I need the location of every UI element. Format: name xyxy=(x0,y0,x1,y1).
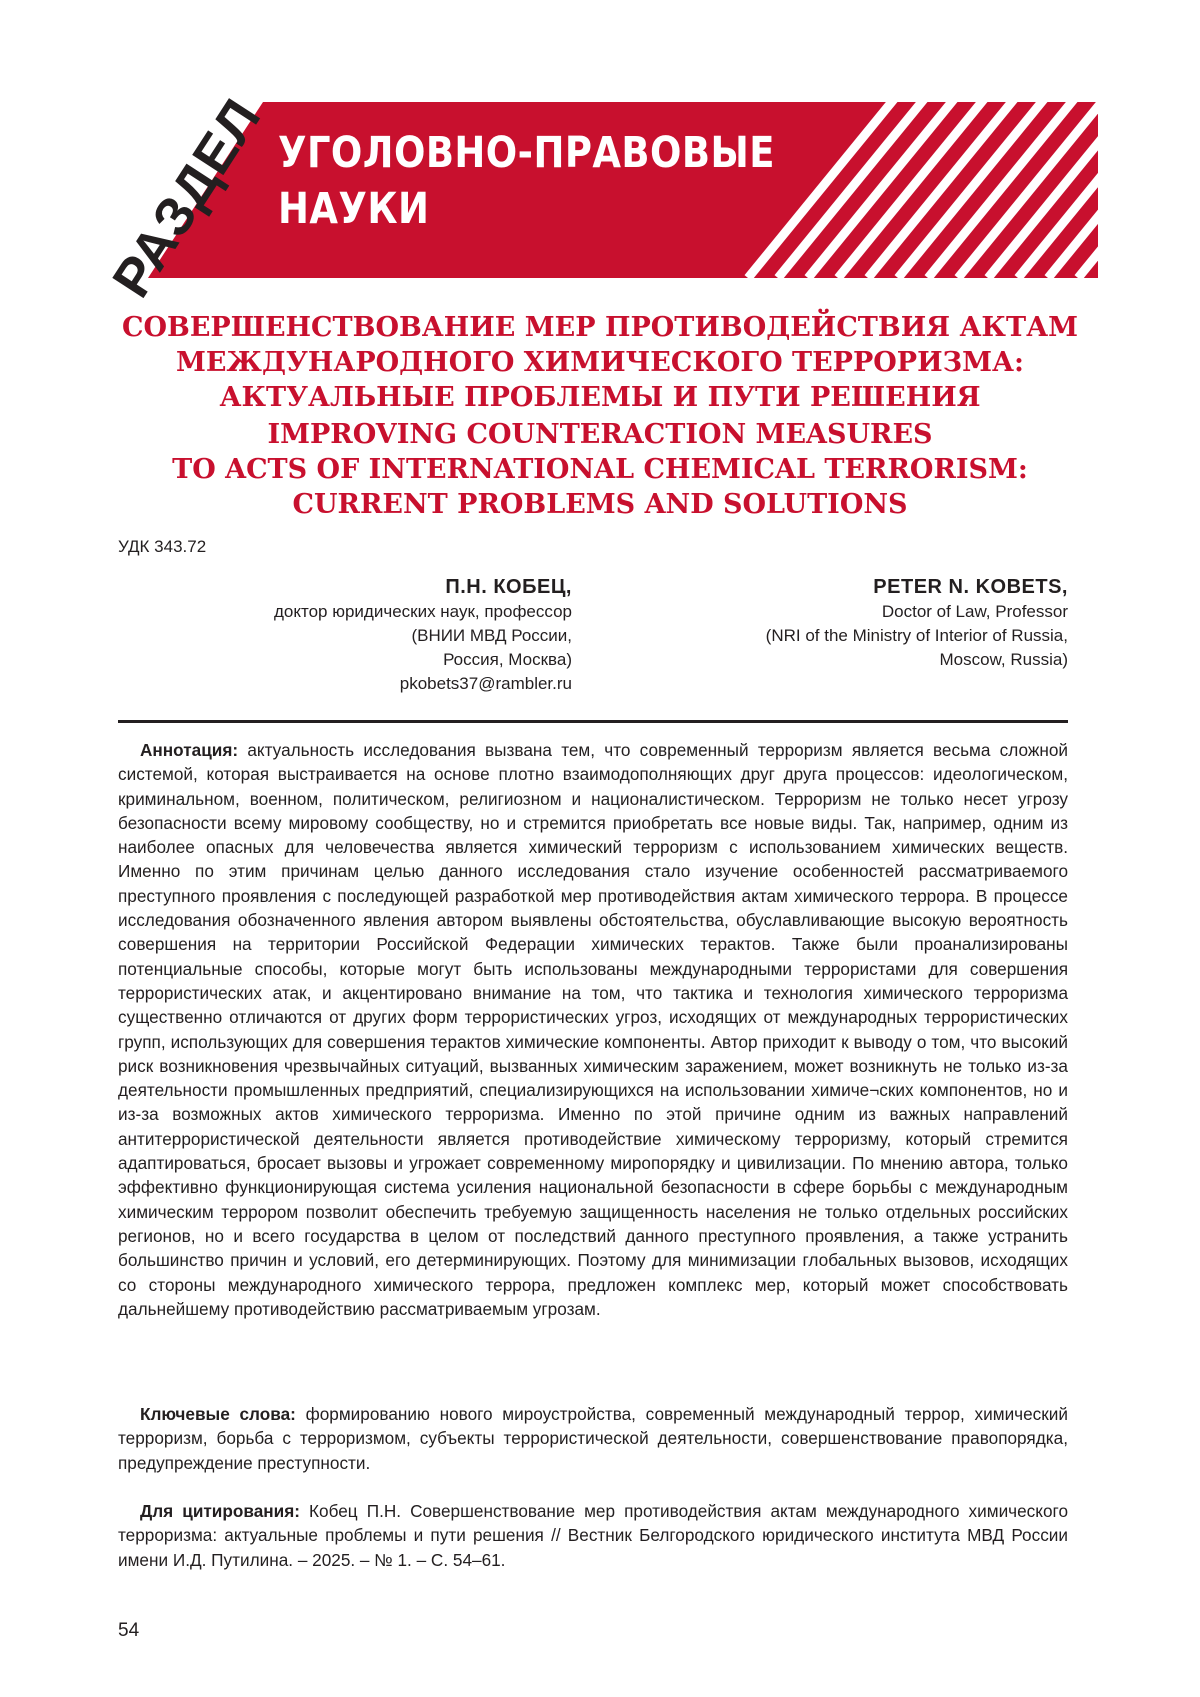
title-en-line1: IMPROVING COUNTERACTION MEASURES xyxy=(267,419,933,450)
author-affiliation-en: (NRI of the Ministry of Interior of Russia, xyxy=(765,626,1068,645)
title-ru-line2: МЕЖДУНАРОДНОГО ХИМИЧЕСКОГО ТЕРРОРИЗМА: xyxy=(176,347,1024,378)
author-location-ru: Россия, Москва) xyxy=(443,650,572,669)
author-block-ru xyxy=(274,574,572,696)
abstract-paragraph xyxy=(118,738,1068,1321)
udk-code: УДК 343.72 xyxy=(118,537,207,556)
citation-label: Для цитирования: xyxy=(140,1501,300,1521)
keywords-label: Ключевые слова: xyxy=(140,1404,296,1424)
author-name-en: PETER N. KOBETS, xyxy=(873,576,1068,598)
citation-text: Кобец П.Н. Совершенствование мер противодействия актам международного химического терроризма: актуальные проблемы и пути решения // Вестник Белгородского юридического института МВД России имени И.Д. Путилина. – 2025. – № 1. – С. 54–61. xyxy=(118,1501,1068,1570)
section-word: РАЗДЕЛ xyxy=(101,88,273,308)
title-ru-line1: СОВЕРШЕНСТВОВАНИЕ МЕР ПРОТИВОДЕЙСТВИЯ АКТАМ xyxy=(122,312,1078,343)
author-email[interactable]: pkobets37@rambler.ru xyxy=(399,674,572,693)
divider xyxy=(118,720,1068,723)
citation-paragraph xyxy=(118,1499,1068,1572)
author-degree-ru: доктор юридических наук, профессор xyxy=(273,602,572,621)
title-en-line2: TO ACTS OF INTERNATIONAL CHEMICAL TERRORISM: xyxy=(172,454,1028,485)
keywords-text: формированию нового мироустройства, современный международный террор, химический терроризм, борьба с терроризмом, субъекты террористической деятельности, совершенствование правопорядка, предупреждение преступности. xyxy=(118,1404,1068,1473)
title-en xyxy=(110,417,1090,522)
author-block-en xyxy=(766,574,1068,672)
section-name-line2: НАУКИ xyxy=(278,184,430,234)
author-degree-en: Doctor of Law, Professor xyxy=(881,602,1068,621)
title-en-line3: CURRENT PROBLEMS AND SOLUTIONS xyxy=(292,489,908,520)
author-affiliation-ru: (ВНИИ МВД России, xyxy=(411,626,572,645)
author-location-en: Moscow, Russia) xyxy=(939,650,1068,669)
title-ru-line3: АКТУАЛЬНЫЕ ПРОБЛЕМЫ И ПУТИ РЕШЕНИЯ xyxy=(219,382,981,413)
abstract-label: Аннотация: xyxy=(140,740,239,760)
author-name-ru: П.Н. КОБЕЦ, xyxy=(445,576,572,598)
page-number: 54 xyxy=(118,1620,140,1641)
keywords-paragraph xyxy=(118,1402,1068,1475)
abstract-text: актуальность исследования вызвана тем, что современный терроризм является весьма сложной системой, которая выстраивается на основе плотно взаимодополняющих друг друга процессов: идеологическом, криминальном, военном, политическом, религиозном и националистическом. Терроризм не только несет угрозу безопасности всему мировому сообществу, но и стремится приобретать все новые виды. Так, например, одним из наиболее опасных для человечества является химический терроризм с использованием химических веществ. Именно по этим причинам целью данного исследования стало изучение особенностей рассматриваемого преступного проявления с последующей разработкой мер противодействия актам химического террора. В процессе исследования обозначенного явления автором выявлены обстоятельства, обуславливающие высокую вероятность совершения на территории Российской Федерации химических терактов. Также были проанализированы потенциальные способы, которые могут быть использованы международными террористами для совершения террористических атак, и акцентировано внимание на том, что тактика и технология химического терроризма существенно отличаются от других форм террористических угроз, исходящих от международных террористических групп, использующих для совершения терактов химические компоненты. Автор приходит к выводу о том, что высокий риск возникновения чрезвычайных ситуаций, вызванных химическим заражением, может возникнуть не только из-за деятельности промышленных предприятий, специализирующихся на использовании химиче¬ских компонентов, но и из-за возможных актов химического терроризма. Именно по этой причине одним из важных направлений антитеррористической деятельности является противодействие химическому терроризму, который стремится адаптироваться, бросает вызовы и угрожает современному миропорядку и цивилизации. По мнению автора, только эффективно функционирующая система усиления национальной безопасности в сфере борьбы с международным химическим террором позволит обеспечить требуемую защищенность населения не только отдельных российских регионов, но и всего государства в целом от последствий данного преступного проявления, а также устранить большинство причин и условий, его детерминирующих. Поэтому для минимизации глобальных вызовов, исходящих со стороны международного химического террора, предложен комплекс мер, который может способствовать дальнейшему противодействию рассматриваемым угрозам. xyxy=(118,740,1068,1319)
section-name-line1: УГОЛОВНО-ПРАВОВЫЕ xyxy=(278,128,775,178)
section-name xyxy=(278,125,794,237)
article-titles xyxy=(110,310,1090,522)
title-ru xyxy=(110,310,1090,415)
